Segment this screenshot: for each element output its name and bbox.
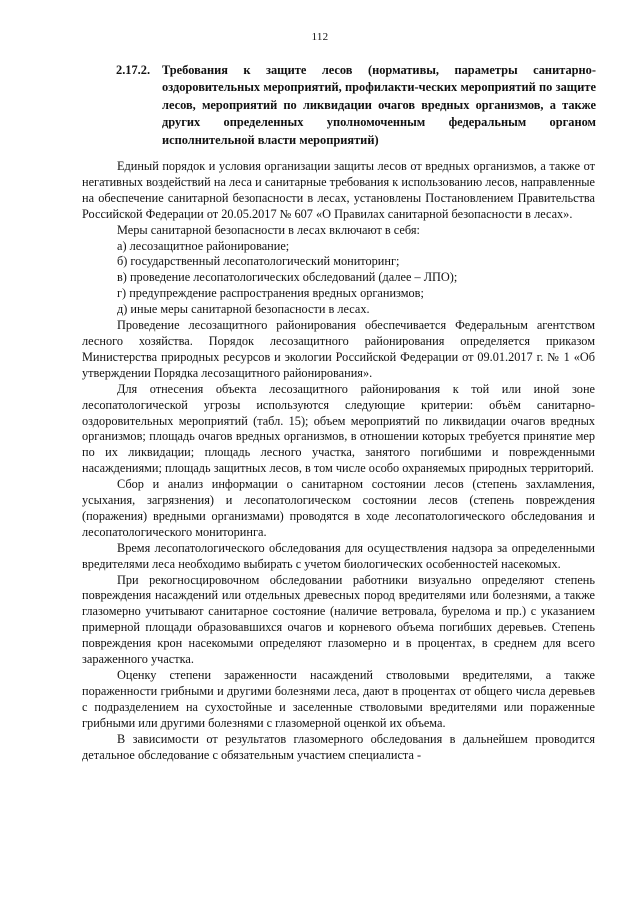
- list-item: г) предупреждение распространения вредных организмов;: [117, 286, 424, 301]
- paragraph: Единый порядок и условия организации защиты лесов от вредных организмов, а также от негативных воздействий на леса и санитарные требования к использованию лесов, направленные на обеспечение санитарной безопасности в лесах, установлены Постановлением Правительства Российской Федерации от 20.05.2017 № 607 «О Правилах санитарной безопасности в лесах».: [82, 159, 595, 221]
- paragraph: Меры санитарной безопасности в лесах включают в себя:: [117, 222, 420, 237]
- paragraph: Для отнесения объекта лесозащитного районирования к той или иной зоне лесопатологической угрозы используются следующие критерии: объём санитарно-оздоровительных мероприятий (табл. 15); объем мероприятий по ликвидации очагов вредных организмов; площадь очагов вредных организмов, в отношении которых требуется принятие мер по их ликвидации; площадь лесного участка, занятого погибшими и поврежденными насаждениями; площадь защитных лесов, в том числе особо охраняемых природных территорий.: [82, 381, 595, 476]
- document-body: [82, 159, 595, 763]
- section-number: 2.17.2.: [116, 63, 151, 77]
- paragraph: Оценку степени зараженности насаждений стволовыми вредителями, а также пораженности грибными и другими болезнями леса, дают в процентах от общего числа деревьев с подразделением на сухостойные и заселенные стволовыми вредителями или пораженные грибными или другими болезнями с глазомерной оценкой их объема.: [82, 668, 595, 730]
- paragraph: В зависимости от результатов глазомерного обследования в дальнейшем проводится детальное обследование с обязательным участием специалиста -: [82, 731, 595, 762]
- list-item: а) лесозащитное районирование;: [117, 238, 290, 253]
- paragraph: При рекогносцировочном обследовании работники визуально определяют степень повреждения насаждений или отдельных древесных пород вредителями или болезнями, а также глазомерно учитывают санитарное состояние (наличие ветровала, бурелома и пр.) с указанием примерной площади образовавшихся очагов и корневого объема погибших деревьев. Степень повреждения крон насекомыми определяют глазомерно и в процентах, в среднем для всего зараженного участка.: [82, 572, 595, 667]
- section-heading: [116, 62, 596, 149]
- list-item: д) иные меры санитарной безопасности в лесах.: [117, 302, 370, 317]
- section-title: Требования к защите лесов (нормативы, параметры санитарно-оздоровительных мероприятий, профилакти-ческих мероприятий по защите лесов, мероприятий по ликвидации очагов вредных организмов, а также других определенных уполномоченным федеральным органом исполнительной власти мероприятий): [162, 63, 596, 147]
- paragraph: Время лесопатологического обследования для осуществления надзора за определенными вредителями леса необходимо выбирать с учетом биологических особенностей насекомых.: [82, 540, 595, 571]
- list-item: в) проведение лесопатологических обследований (далее – ЛПО);: [117, 270, 458, 285]
- paragraph: Сбор и анализ информации о санитарном состоянии лесов (степень захламления, усыхания, загрязнения) и лесопатологическом состоянии лесов (степень повреждения (поражения) вредными организмами) проводятся в ходе лесопатологического обследования и лесопатологического мониторинга.: [82, 477, 595, 539]
- list-item: б) государственный лесопатологический мониторинг;: [117, 254, 400, 269]
- page-number: 112: [311, 31, 329, 43]
- paragraph: Проведение лесозащитного районирования обеспечивается Федеральным агентством лесного хозяйства. Порядок лесозащитного районирования определяется приказом Министерства природных ресурсов и экологии Российской Федерации от 09.01.2017 г. № 1 «Об утверждении Порядка лесозащитного районирования».: [82, 318, 595, 380]
